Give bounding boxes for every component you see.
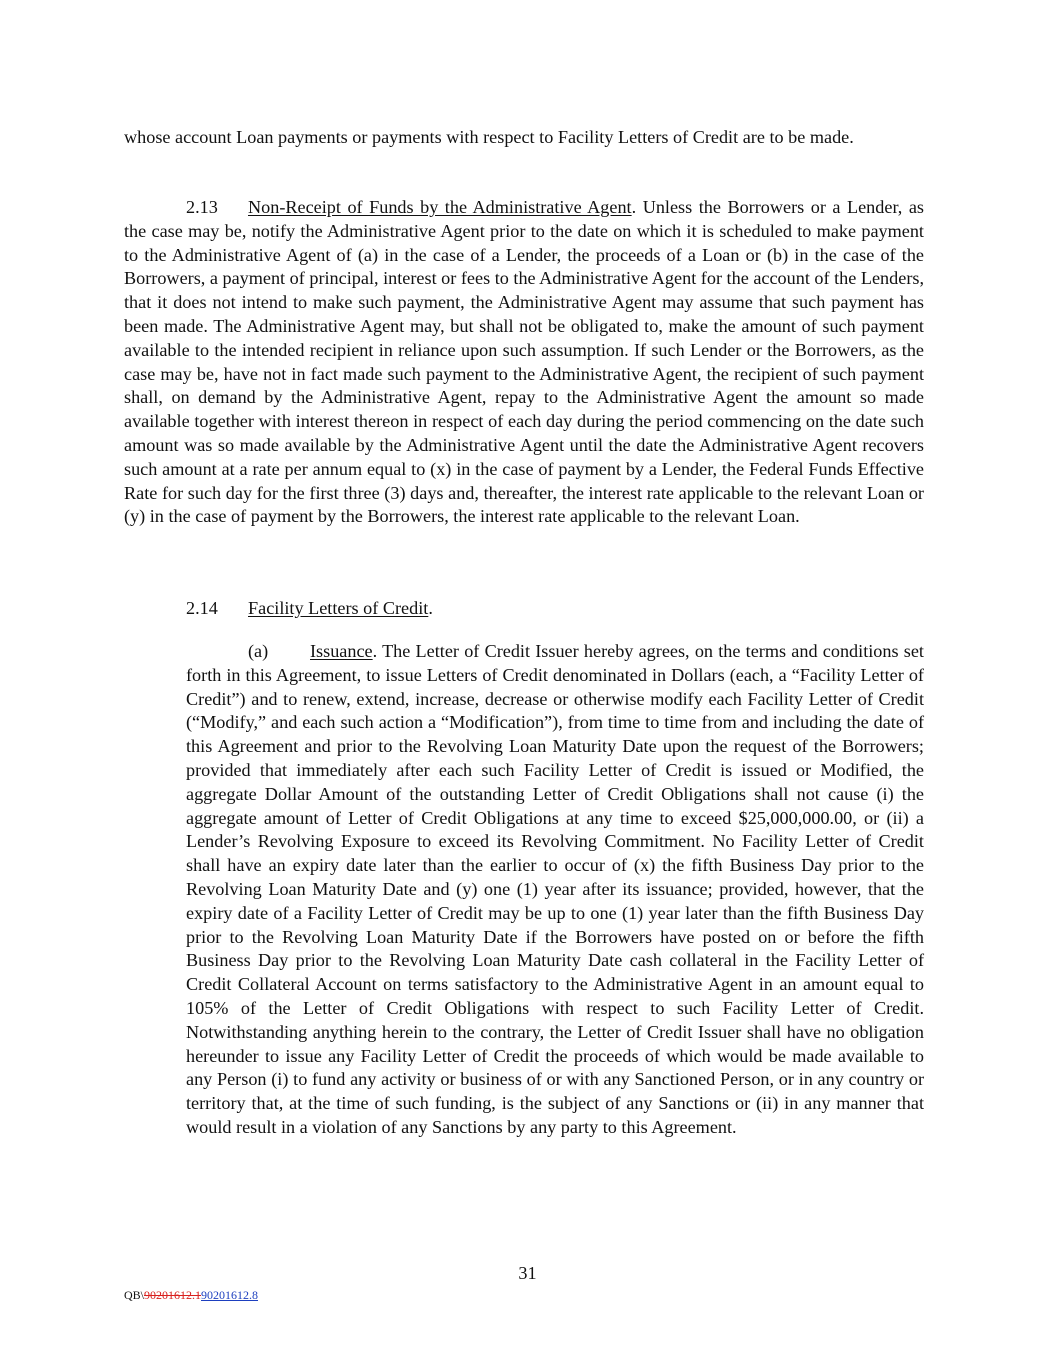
subsection-a-title: Issuance: [310, 641, 373, 661]
section-2-14-number: 2.14: [186, 598, 218, 618]
section-2-13-number: 2.13: [186, 197, 218, 217]
continuation-paragraph: whose account Loan payments or payments with respect to Facility Letters of Credit are to be made.: [124, 127, 854, 147]
section-2-14-trail: .: [428, 598, 433, 618]
subsection-a-label: (a): [248, 641, 269, 661]
subsection-a-body: . The Letter of Credit Issuer hereby agrees, on the terms and conditions set forth in this Agreement, to issue Letters of Credit denominated in Dollars (each, a “Facility Letter of Credit”) and to renew, extend, increase, decrease or otherwise modify each Facility Letter of Credit (“Modify,” and each such action a “Modification”), from time to time from and including the date of this Agreement and prior to the Revolving Loan Maturity Date upon the request of the Borrowers; provided that immediately after each such Facility Letter of Credit is issued or Modified, the aggregate Dollar Amount of the outstanding Letter of Credit Obligations shall not cause (i) the aggregate amount of Letter of Credit Obligations at any time to exceed $25,000,000.00, or (ii) a Lender’s Revolving Exposure to exceed its Revolving Commitment. No Facility Letter of Credit shall have an expiry date later than the earlier to occur of (x) the fifth Business Day prior to the Revolving Loan Maturity Date and (y) one (1) year after its issuance; provided, however, that the expiry date of a Facility Letter of Credit may be up to one (1) year later than the fifth Business Day prior to the Revolving Loan Maturity Date if the Borrowers have posted on or before the fifth Business Day prior to the Revolving Loan Maturity Date cash collateral in the Facility Letter of Credit Collateral Account on terms satisfactory to the Administrative Agent in an amount equal to 105% of the Letter of Credit Obligations with respect to such Facility Letter of Credit. Notwithstanding anything herein to the contrary, the Letter of Credit Issuer shall have no obligation hereunder to issue any Facility Letter of Credit the proceeds of which would be made available to any Person (i) to fund any activity or business of or with any Sanctioned Person, or in any country or territory that, at the time of such funding, is the subject of any Sanctions or (ii) in any manner that would result in a violation of any Sanctions by any party to this Agreement.: [186, 641, 924, 1137]
footer-deleted-id: 90201612.1: [144, 1288, 202, 1302]
page-number: 31: [518, 1263, 537, 1283]
section-2-13-title: Non-Receipt of Funds by the Administrative Agent: [248, 197, 632, 217]
footer-prefix: QB\: [124, 1288, 145, 1302]
document-footer-id: [124, 1288, 258, 1302]
footer-inserted-id: 90201612.8: [201, 1288, 259, 1302]
subsection-a-paragraph: [186, 640, 924, 1140]
section-2-13-body: . Unless the Borrowers or a Lender, as the case may be, notify the Administrative Agent prior to the date on which it is scheduled to make payment to the Administrative Agent of (a) in the case of a Lender, the proceeds of a Loan or (b) in the case of the Borrowers, a payment of principal, interest or fees to the Administrative Agent for the account of the Lenders, that it does not intend to make such payment, the Administrative Agent may assume that such payment has been made. The Administrative Agent may, but shall not be obligated to, make the amount of such payment available to the intended recipient in reliance upon such assumption. If such Lender or the Borrowers, as the case may be, have not in fact made such payment to the Administrative Agent, the recipient of such payment shall, on demand by the Administrative Agent, repay to the Administrative Agent the amount so made available together with interest thereon in respect of each day during the period commencing on the date such amount was so made available by the Administrative Agent until the date the Administrative Agent recovers such amount at a rate per annum equal to (x) in the case of payment by a Lender, the Federal Funds Effective Rate for such day for the first three (3) days and, thereafter, the interest rate applicable to the relevant Loan or (y) in the case of payment by the Borrowers, the interest rate applicable to the relevant Loan.: [124, 197, 924, 527]
section-2-14-title: Facility Letters of Credit: [248, 598, 429, 618]
section-2-13-paragraph: [124, 196, 924, 529]
section-2-14-heading: [186, 597, 433, 621]
